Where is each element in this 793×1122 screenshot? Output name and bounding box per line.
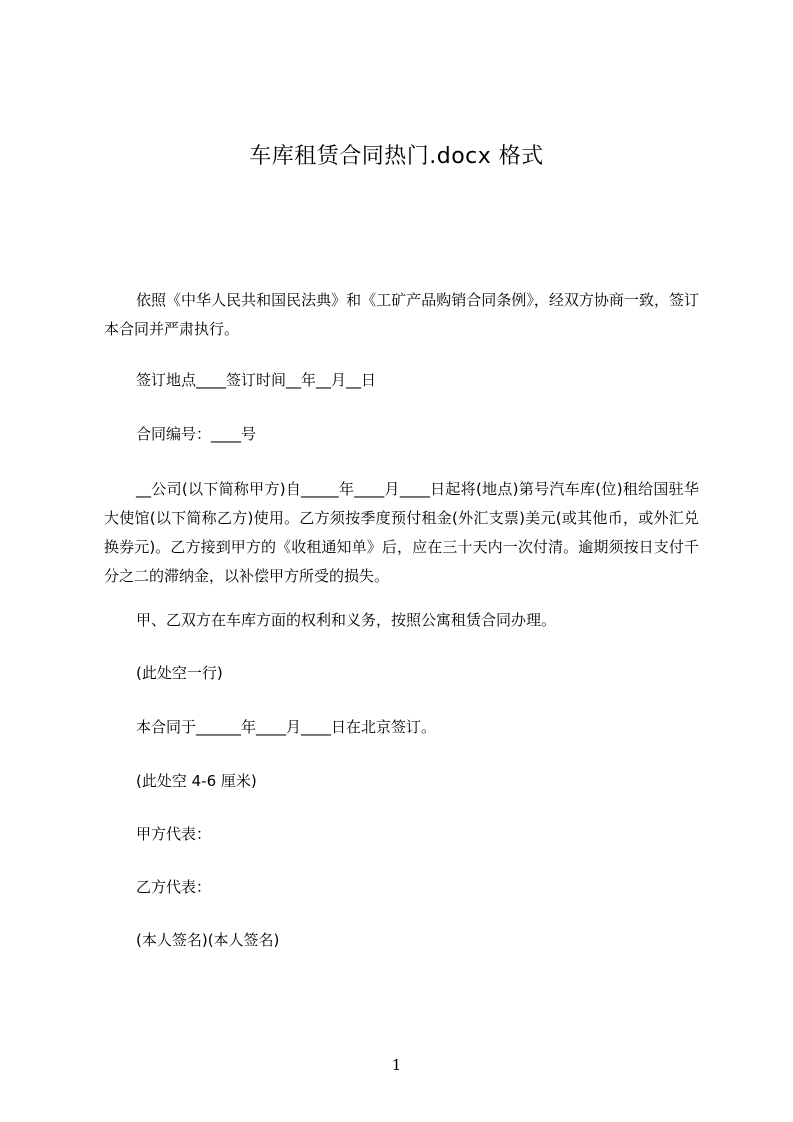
signature-line: (本人签名)(本人签名) [136, 931, 280, 949]
main-terms-paragraph: __公司(以下简称甲方)自_____年____月____日起将(地点)第号汽车库(位)租给国驻华大使馆(以下简称乙方)使用。乙方须按季度预付租金(外汇支票)美元(或其他币，或外汇兑换券元)。乙方接到甲方的《收租通知单》后，应在三十天内一次付清。逾期须按日支付千分之二的滞纳金，以补偿甲方所受的损失。 [104, 480, 699, 585]
sign-place-time-line: 签订地点____签订时间__年__月__日 [136, 371, 377, 389]
page-number: 1 [391, 1056, 402, 1074]
rights-obligations-line: 甲、乙双方在车库方面的权利和义务，按照公寓租赁合同办理。 [136, 611, 557, 629]
contract-number-line: 合同编号：____号 [136, 425, 257, 443]
blank-line-note: (此处空一行) [136, 664, 223, 682]
document-title: 车库租赁合同热门.docx 格式 [249, 144, 544, 169]
party-a-representative: 甲方代表： [136, 825, 212, 843]
party-b-representative: 乙方代表： [136, 878, 212, 896]
signing-date-line: 本合同于______年____月____日在北京签订。 [136, 718, 437, 736]
intro-paragraph: 依照《中华人民共和国民法典》和《工矿产品购销合同条例》，经双方协商一致，签订本合同并严肃执行。 [104, 291, 699, 338]
space-note: (此处空 4-6 厘米) [136, 772, 257, 790]
